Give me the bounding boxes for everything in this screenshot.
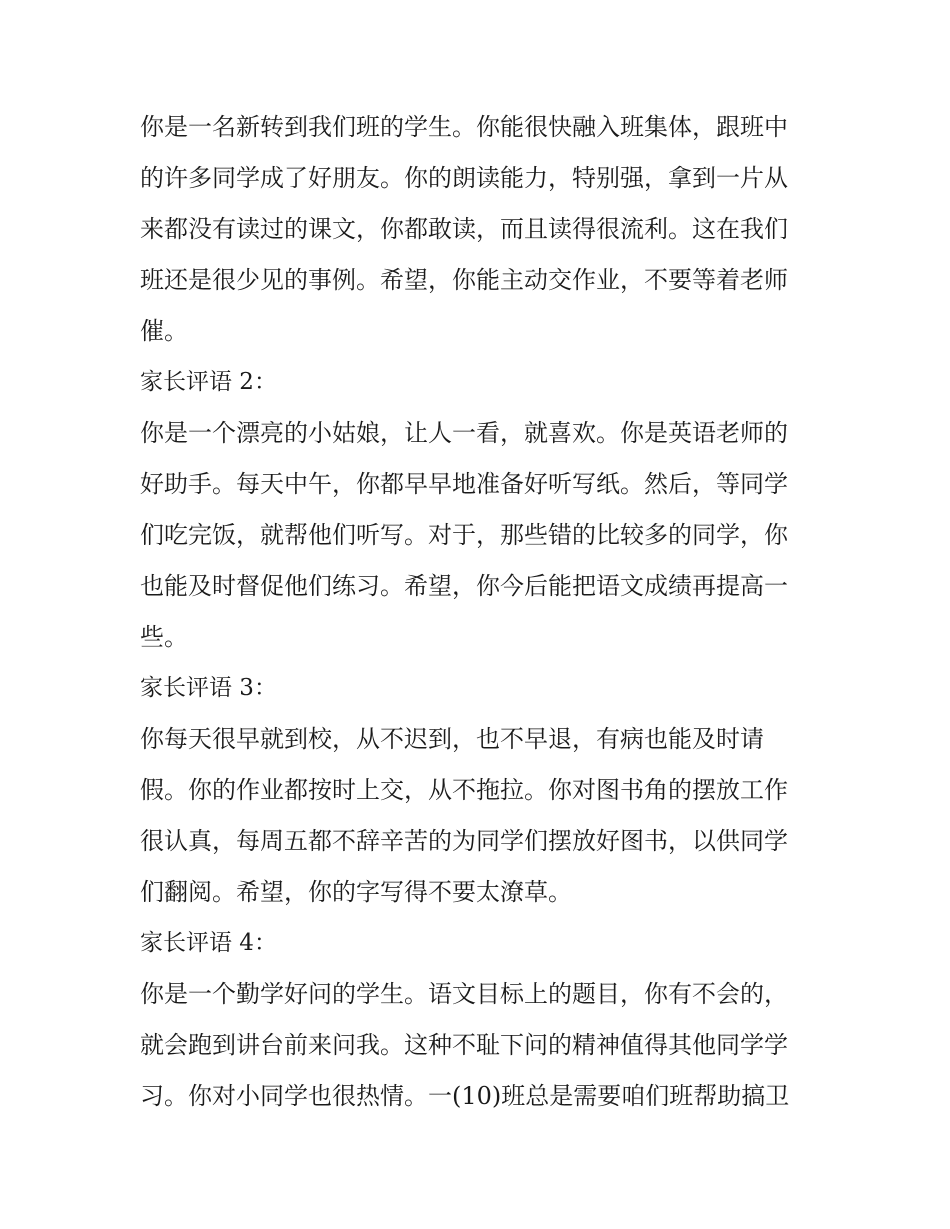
section-heading: 家长评语 3： bbox=[140, 675, 277, 701]
text-line: 班还是很少见的事例。希望，你能主动交作业，不要等着老师 bbox=[140, 266, 788, 294]
text-line: 你是一个漂亮的小姑娘，让人一看，就喜欢。你是英语老师的 bbox=[140, 419, 788, 447]
text-line: 习。你对小同学也很热情。一(10)班总是需要咱们班帮助搞卫 bbox=[140, 1082, 790, 1110]
text-line: 催。 bbox=[140, 317, 188, 345]
text-line: 你是一个勤学好问的学生。语文目标上的题目，你有不会的， bbox=[140, 980, 788, 1008]
text-line: 你每天很早就到校，从不迟到，也不早退，有病也能及时请 bbox=[140, 725, 764, 753]
text-line: 也能及时督促他们练习。希望，你今后能把语文成绩再提高一 bbox=[140, 572, 788, 600]
text-line: 就会跑到讲台前来问我。这种不耻下问的精神值得其他同学学 bbox=[140, 1031, 788, 1059]
text-line: 们翻阅。希望，你的字写得不要太潦草。 bbox=[140, 878, 572, 906]
section-heading: 家长评语 4： bbox=[140, 930, 277, 956]
text-line: 好助手。每天中午，你都早早地准备好听写纸。然后，等同学 bbox=[140, 470, 788, 498]
text-line: 的许多同学成了好朋友。你的朗读能力，特别强，拿到一片从 bbox=[140, 164, 788, 192]
text-line: 来都没有读过的课文，你都敢读，而且读得很流利。这在我们 bbox=[140, 215, 788, 243]
document-page bbox=[140, 102, 820, 1122]
text-line: 些。 bbox=[140, 623, 188, 651]
text-line: 们吃完饭，就帮他们听写。对于，那些错的比较多的同学，你 bbox=[140, 521, 788, 549]
section-heading: 家长评语 2： bbox=[140, 369, 277, 395]
text-line: 你是一名新转到我们班的学生。你能很快融入班集体，跟班中 bbox=[140, 113, 788, 141]
text-line: 很认真，每周五都不辞辛苦的为同学们摆放好图书，以供同学 bbox=[140, 827, 788, 855]
text-line: 假。你的作业都按时上交，从不拖拉。你对图书角的摆放工作 bbox=[140, 776, 788, 804]
